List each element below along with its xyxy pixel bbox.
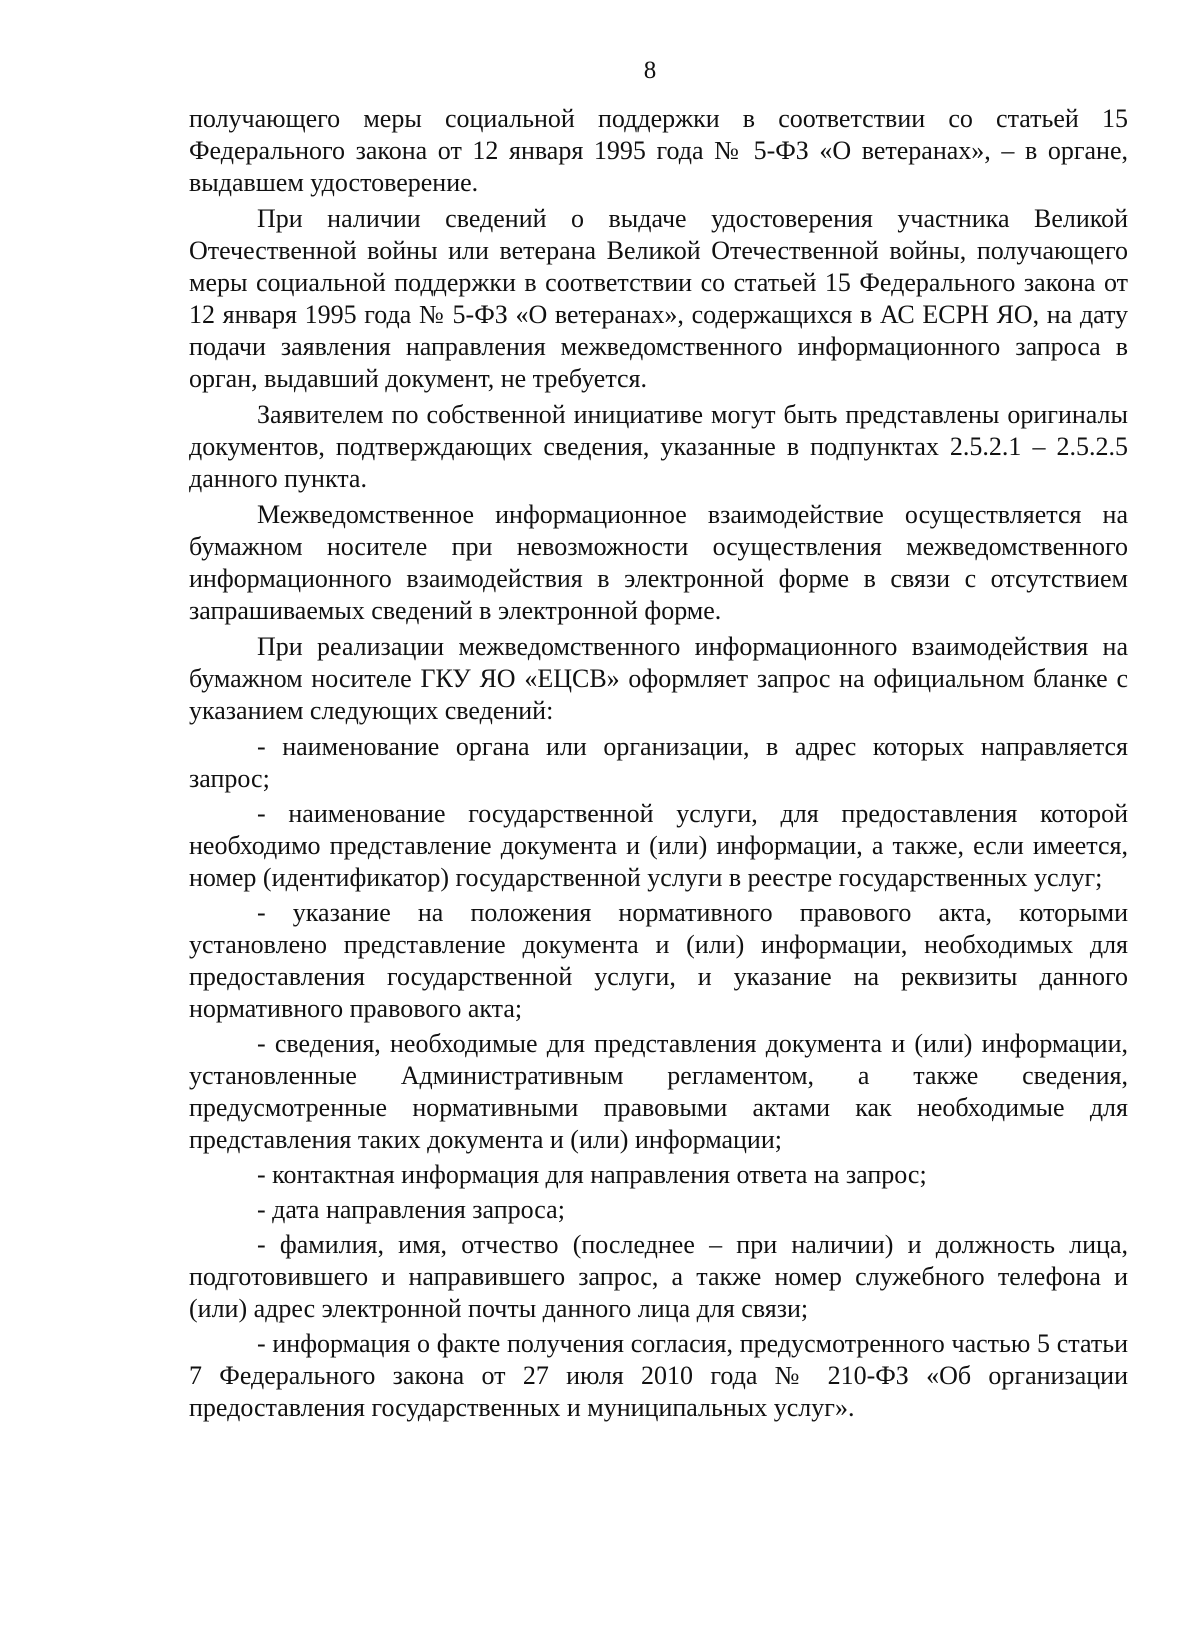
list-item: - указание на положения нормативного правового акта, которыми установлено представление документа и (или) информации, необходимых для предоставления государственной услуги, и указание на реквизиты данного нормативного правового акта; (189, 898, 1128, 1023)
paragraph-veteran-certificate: При наличии сведений о выдаче удостоверения участника Великой Отечественной войны или ветерана Великой Отечественной войны, получающего меры социальной поддержки в соответствии со статьей 15 Федерального закона от 12 января 1995 года № 5-ФЗ «О ветеранах», содержащихся в АС ЕСРН ЯО, на дату подачи заявления направления межведомственного информационного запроса в орган, выдавший документ, не требуется. (189, 204, 1128, 393)
paragraph-paper-interaction: Межведомственное информационное взаимодействие осуществляется на бумажном носителе при невозможности осуществления межведомственного информационного взаимодействия в электронной форме в связи с отсутствием запрашиваемых сведений в электронной форме. (189, 500, 1128, 625)
list-item: - дата направления запроса; (257, 1195, 565, 1224)
paragraph-applicant-originals: Заявителем по собственной инициативе могут быть представлены оригиналы документов, подтверждающих сведения, указанные в подпунктах 2.5.2.1 – 2.5.2.5 данного пункта. (189, 400, 1128, 493)
list-item: - информация о факте получения согласия, предусмотренного частью 5 статьи 7 Федерального закона от 27 июля 2010 года № 210-ФЗ «Об организации предоставления государственных и муниципальных услуг». (189, 1329, 1128, 1422)
list-item: - наименование органа или организации, в адрес которых направляется запрос; (189, 732, 1128, 793)
page-number: 8 (643, 57, 657, 84)
list-item: - сведения, необходимые для представления документа и (или) информации, установленные Административным регламентом, а также сведения, предусмотренные нормативными правовыми актами как необходимые для представления таких документа и (или) информации; (189, 1029, 1128, 1154)
paragraph-request-form: При реализации межведомственного информационного взаимодействия на бумажном носителе ГКУ ЯО «ЕЦСВ» оформляет запрос на официальном бланке с указанием следующих сведений: (189, 632, 1128, 725)
list-item: - фамилия, имя, отчество (последнее – при наличии) и должность лица, подготовившего и направившего запрос, а также номер служебного телефона и (или) адрес электронной почты данного лица для связи; (189, 1230, 1128, 1323)
list-item: - контактная информация для направления ответа на запрос; (257, 1160, 927, 1189)
paragraph-continuation: получающего меры социальной поддержки в соответствии со статьей 15 Федерального закона от 12 января 1995 года № 5-ФЗ «О ветеранах», – в органе, выдавшем удостоверение. (189, 104, 1128, 197)
document-body (189, 103, 1128, 1427)
list-item: - наименование государственной услуги, для предоставления которой необходимо представление документа и (или) информации, а также, если имеется, номер (идентификатор) государственной услуги в реестре государственных услуг; (189, 799, 1128, 892)
